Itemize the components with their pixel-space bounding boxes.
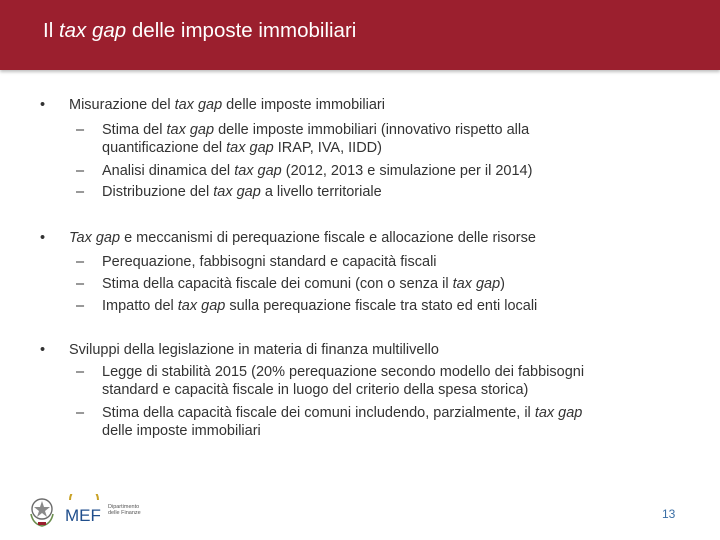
sub-item-text: Perequazione, fabbisogni standard e capacità fiscali bbox=[102, 254, 437, 270]
dash-marker: – bbox=[76, 184, 85, 200]
bullet-dot: • bbox=[40, 342, 46, 358]
slide-title: Il tax gap delle imposte immobiliari bbox=[43, 19, 357, 42]
sub-item-text: Stima della capacità fiscale dei comuni (con o senza il tax gap) bbox=[102, 276, 506, 292]
mef-logo-caption: Dipartimento delle Finanze bbox=[108, 504, 141, 516]
bullet-dot: • bbox=[40, 97, 46, 113]
dash-marker: – bbox=[76, 276, 85, 292]
sub-item-text: Analisi dinamica del tax gap (2012, 2013 e simulazione per il 2014) bbox=[102, 163, 533, 179]
sub-item-text: Distribuzione del tax gap a livello territoriale bbox=[102, 184, 382, 200]
bullet-text: Tax gap e meccanismi di perequazione fiscale e allocazione delle risorse bbox=[69, 230, 536, 246]
mef-logo-icon bbox=[64, 494, 104, 528]
dash-marker: – bbox=[76, 405, 85, 421]
dash-marker: – bbox=[76, 254, 85, 270]
dash-marker: – bbox=[76, 122, 85, 138]
sub-item-text: Legge di stabilità 2015 (20% perequazione secondo modello dei fabbisogni standard e capacità fiscale in luogo del criterio della spesa storica) bbox=[102, 364, 585, 398]
sub-item-text: Stima del tax gap delle imposte immobiliari (innovativo rispetto alla quantificazione del tax gap IRAP, IVA, IIDD) bbox=[102, 122, 530, 156]
bullet-dot: • bbox=[40, 230, 46, 246]
dash-marker: – bbox=[76, 298, 85, 314]
bullet-text: Sviluppi della legislazione in materia di finanza multilivello bbox=[69, 342, 439, 358]
page-number: 13 bbox=[662, 507, 676, 521]
sub-item-text: Impatto del tax gap sulla perequazione fiscale tra stato ed enti locali bbox=[102, 298, 538, 314]
dash-marker: – bbox=[76, 364, 85, 380]
italian-emblem-icon bbox=[27, 496, 57, 528]
sub-item-text: Stima della capacità fiscale dei comuni includendo, parzialmente, il tax gap delle imposte immobiliari bbox=[102, 405, 583, 439]
dash-marker: – bbox=[76, 163, 85, 179]
svg-text:MEF: MEF bbox=[65, 506, 101, 525]
bullet-text: Misurazione del tax gap delle imposte immobiliari bbox=[69, 97, 385, 113]
